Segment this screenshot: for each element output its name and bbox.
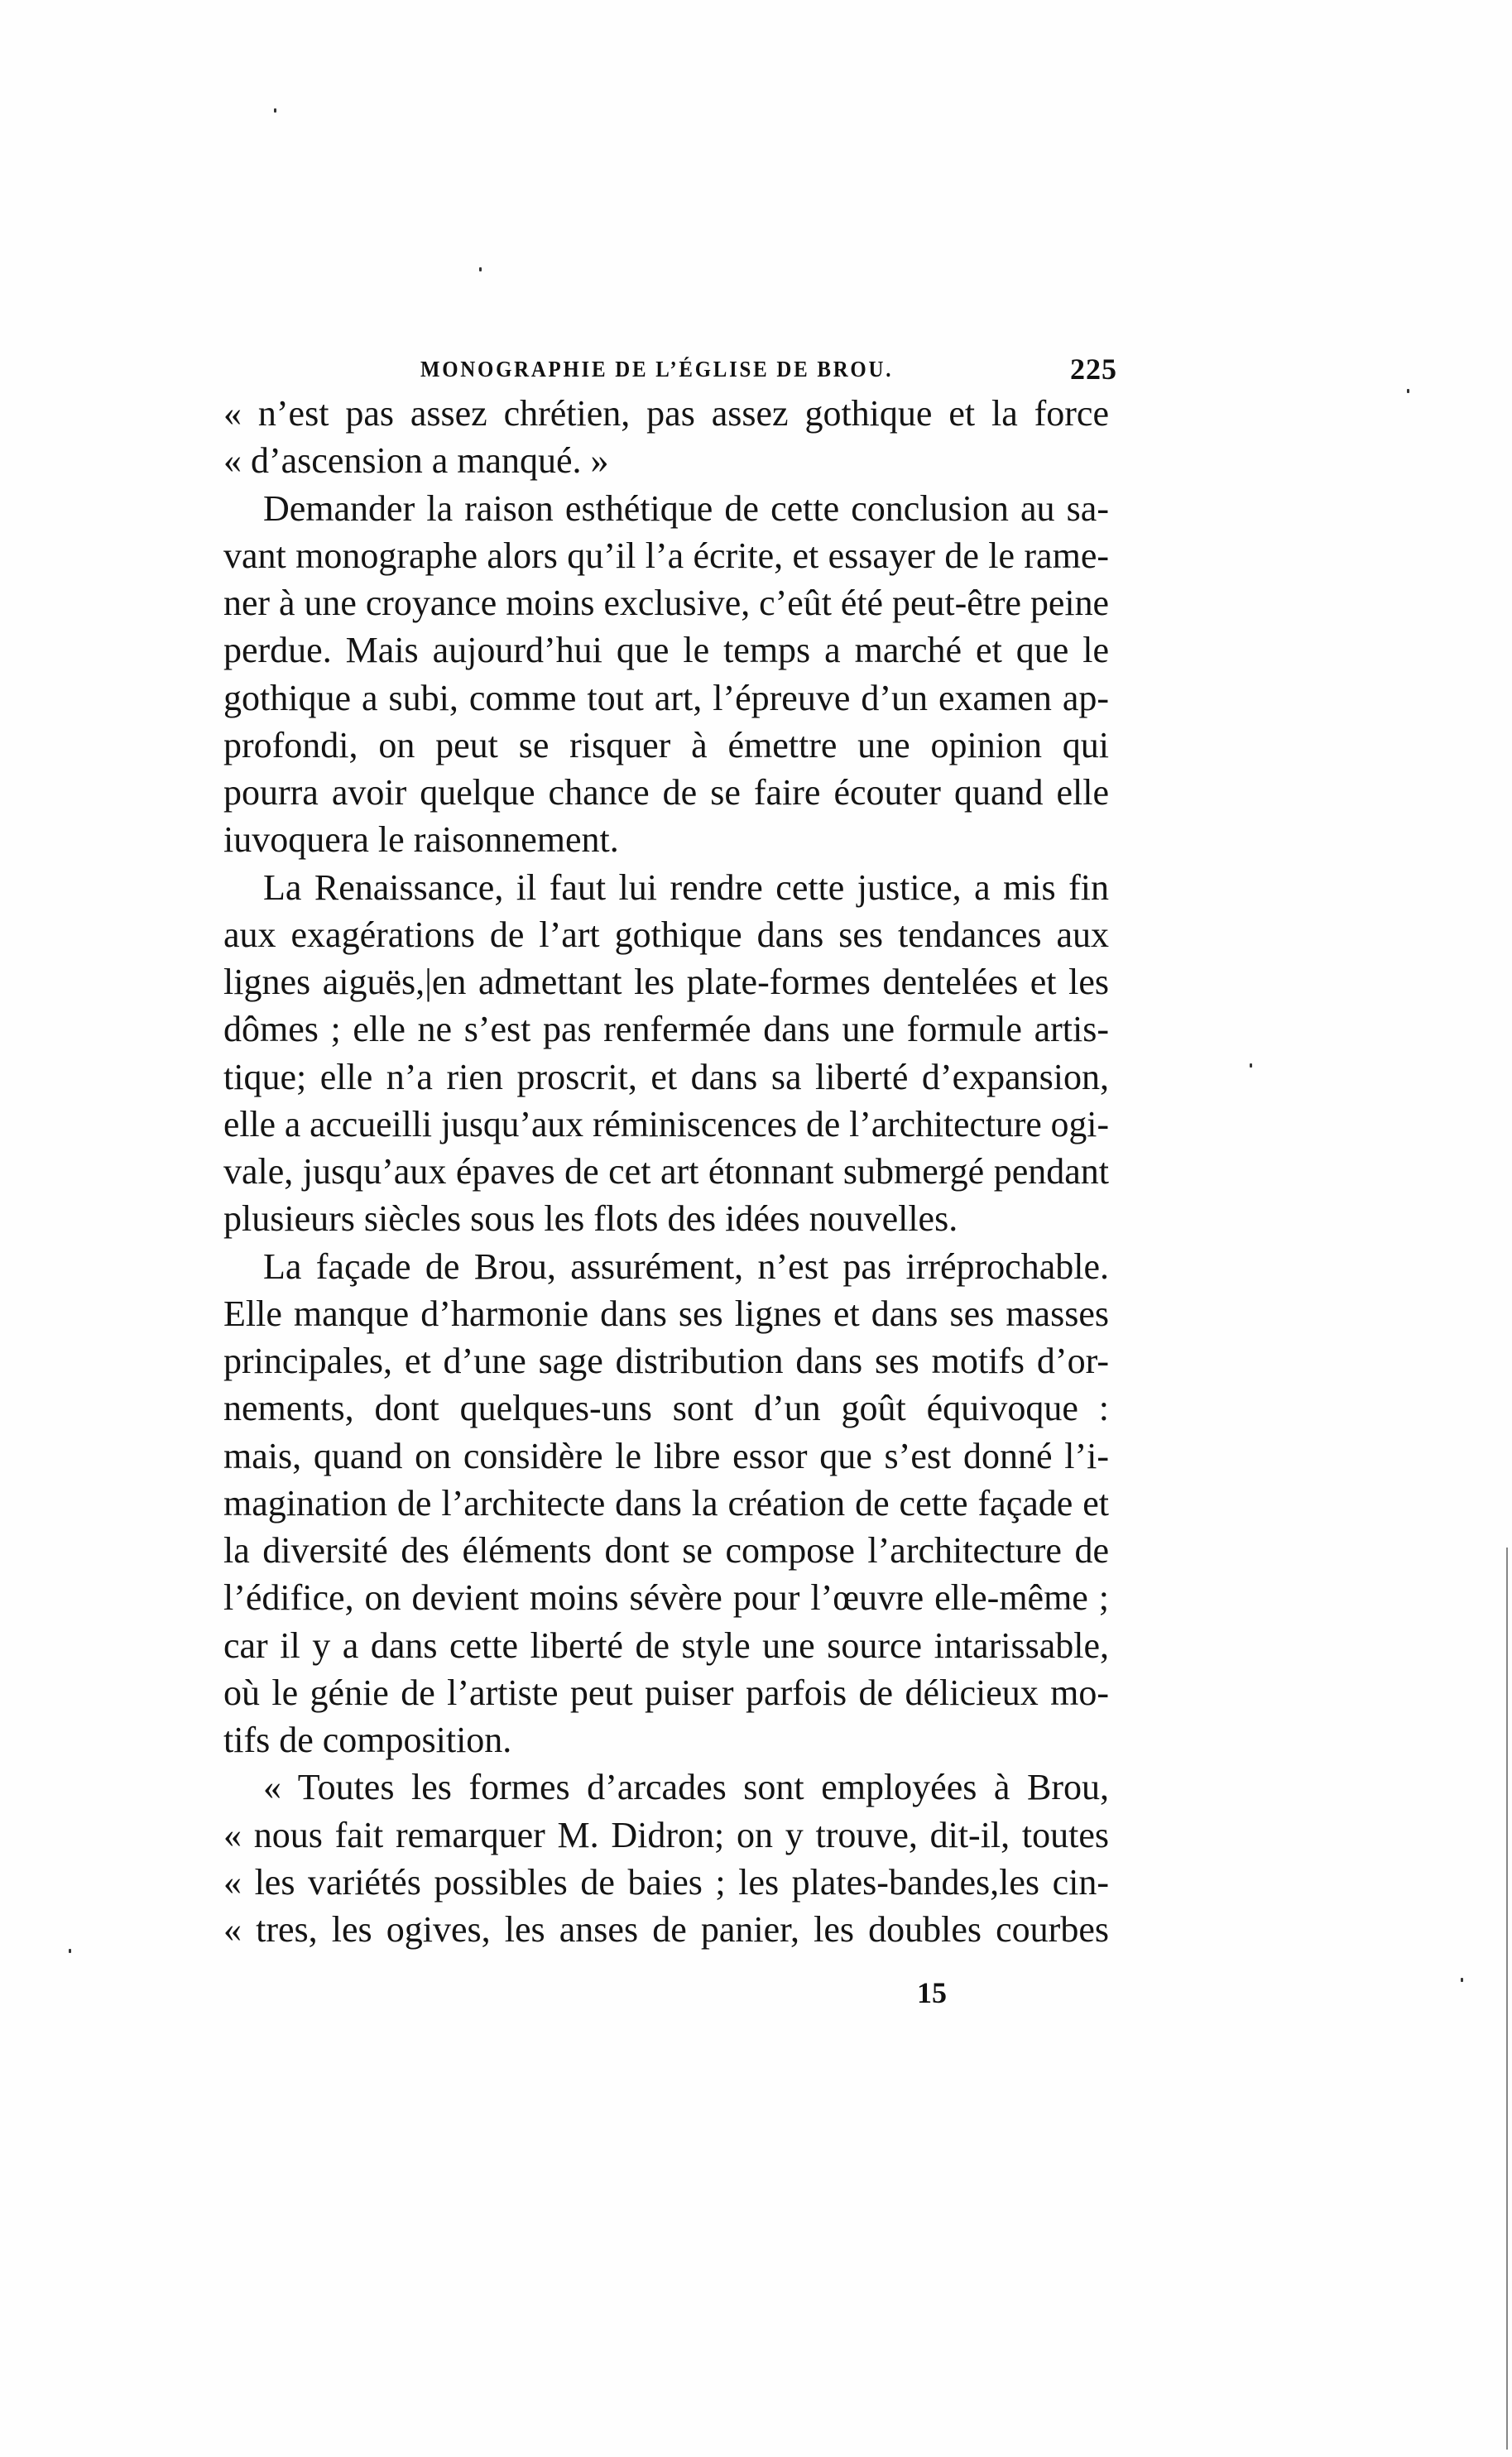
- text-line: pourra avoir quelque chance de se faire écouter quand elle: [223, 772, 1109, 813]
- text-line: magination de l’architecte dans la création de cette façade et: [223, 1483, 1109, 1524]
- text-line: vale, jusqu’aux épaves de cet art étonnant submergé pendant: [223, 1151, 1109, 1192]
- scan-speck: [1407, 389, 1409, 393]
- text-line: Demander la raison esthétique de cette conclusion au sa-: [263, 488, 1109, 529]
- text-line: « n’est pas assez chrétien, pas assez gothique et la force: [223, 393, 1109, 434]
- text-line: nements, dont quelques-uns sont d’un goût équivoque :: [223, 1388, 1109, 1428]
- running-head: [420, 351, 1117, 387]
- text-line: plusieurs siècles sous les flots des idées nouvelles.: [223, 1198, 958, 1239]
- text-line: « tres, les ogives, les anses de panier, les doubles courbes: [223, 1909, 1109, 1950]
- text-line: profondi, on peut se risquer à émettre une opinion qui: [223, 725, 1109, 765]
- scan-speck: [1250, 1063, 1252, 1068]
- scan-speck: [69, 1949, 71, 1953]
- text-line: « nous fait remarquer M. Didron; on y trouve, dit-il, toutes: [223, 1815, 1109, 1855]
- text-line: elle a accueilli jusqu’aux réminiscences de l’architecture ogi-: [223, 1104, 1109, 1145]
- text-line: perdue. Mais aujourd’hui que le temps a marché et que le: [223, 630, 1109, 670]
- text-line: la diversité des éléments dont se compose l’architecture de: [223, 1530, 1109, 1571]
- text-line: tique; elle n’a rien proscrit, et dans sa liberté d’expansion,: [223, 1057, 1109, 1097]
- text-line: tifs de composition.: [223, 1720, 512, 1760]
- text-line: où le génie de l’artiste peut puiser parfois de délicieux mo-: [223, 1672, 1109, 1713]
- text-line: « Toutes les formes d’arcades sont employées à Brou,: [263, 1767, 1109, 1807]
- text-line: principales, et d’une sage distribution dans ses motifs d’or-: [223, 1341, 1109, 1381]
- text-line: Elle manque d’harmonie dans ses lignes et dans ses masses: [223, 1293, 1109, 1334]
- text-line: ner à une croyance moins exclusive, c’eût été peut-être peine: [223, 583, 1110, 623]
- scan-speck: [479, 267, 482, 271]
- text-line: l’édifice, on devient moins sévère pour l’œuvre elle-même ;: [223, 1577, 1109, 1618]
- running-title: MONOGRAPHIE DE L’ÉGLISE DE BROU.: [420, 357, 894, 382]
- scan-edge-line: [1506, 1548, 1508, 2450]
- text-line: « les variétés possibles de baies ; les plates-bandes,les cin-: [223, 1862, 1109, 1903]
- text-line: dômes ; elle ne s’est pas renfermée dans une formule artis-: [223, 1009, 1109, 1049]
- text-line: lignes aiguës,|en admettant les plate-formes dentelées et les: [223, 962, 1109, 1002]
- text-line: car il y a dans cette liberté de style une source intarissable,: [223, 1625, 1109, 1666]
- text-line: « d’ascension a manqué. »: [223, 440, 609, 481]
- signature-mark: 15: [917, 1976, 947, 2009]
- text-line: mais, quand on considère le libre essor que s’est donné l’i-: [223, 1436, 1109, 1476]
- scan-speck: [274, 108, 276, 113]
- text-line: La façade de Brou, assurément, n’est pas irréprochable.: [263, 1246, 1109, 1287]
- text-line: vant monographe alors qu’il l’a écrite, et essayer de le rame-: [223, 535, 1109, 576]
- text-line: La Renaissance, il faut lui rendre cette justice, a mis fin: [263, 867, 1109, 908]
- scan-speck: [1461, 1978, 1463, 1982]
- text-line: aux exagérations de l’art gothique dans ses tendances aux: [223, 914, 1109, 955]
- page-number: 225: [1070, 353, 1117, 386]
- text-line: gothique a subi, comme tout art, l’épreuve d’un examen ap-: [223, 678, 1109, 718]
- text-line: iuvoquera le raisonnement.: [223, 819, 619, 860]
